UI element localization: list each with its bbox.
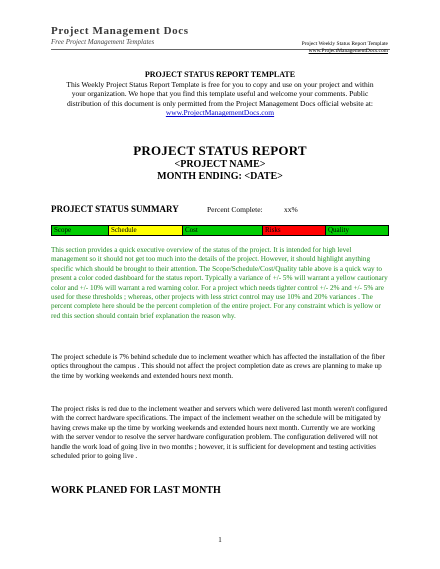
status-summary-heading: PROJECT STATUS SUMMARY [51,204,179,214]
project-name-placeholder: <PROJECT NAME> [174,159,266,170]
risks-paragraph: The project risks is red due to the inclement weather and servers which were delivered last month weren't configured with the correct hardware specifications. The impact of the inclement weather on the schedule will be mitigated by having crews make up the time by working weekends and extended hours next month. Currently we are working with the server vendor to resolve the server hardware configuration problem. The configuration delivered will not handle the work load of going live in two months ; however, it is sufficient for development and testing activities scheduled prior to going live . [51,405,388,461]
logo [51,25,189,46]
intro-text: This Weekly Project Status Report Template is free for you to copy and use on your project and within your organization. We hope that you find this template useful and welcome your comments. Public distribution of this document is only permitted from the Project Management Docs official website at: [66,79,374,108]
report-title: PROJECT STATUS REPORT [133,143,307,158]
header-website-link[interactable]: www.ProjectManagementDocs.com [308,48,388,54]
status-cell-risks: Risks [263,226,326,235]
intro-heading: PROJECT STATUS REPORT TEMPLATE [144,70,296,79]
template-intro [60,70,380,118]
percent-complete-value: xx% [284,205,298,214]
header-right [302,41,388,55]
summary-paragraph: This section provides a quick executive overview of the status of the project. It is intended for high level management so it should not get too much into the details of the project. However, it should highlight anything specific which should be brought to their attention. The Scope/Schedule/Cost/Quality table above is a quick way to present a color coded dashboard for the status report. Typically a variance of +/- 5% will warrant a yellow cautionary color and +/- 10% will warrant a red warning color. For a project which needs tighter control +/- 2% and +/- 5% are used for these thresholds ; whereas, other projects with less strict control may use 10% and 20% variances . The percent complete here should be the percent completion of the entire project. For any constraint which is yellow or red this section should contain brief explanation the reason why. [51,246,388,320]
status-cell-scope: Scope [52,226,109,235]
percent-complete-label: Percent Complete: [207,205,263,214]
section-heading-work-planned: WORK PLANED FOR LAST MONTH [51,485,221,496]
intro-website-link[interactable]: www.ProjectManagementDocs.com [165,108,275,118]
report-title-block [0,143,440,183]
schedule-paragraph: The project schedule is 7% behind schedule due to inclement weather which has affected the installation of the fiber optics throughout the campus . This should not affect the project completion date as crews are planning to make up the time by working weekends and extended hours next month. [51,353,385,380]
logo-title: Project Management Docs [51,25,189,37]
page-number: 1 [218,536,222,544]
status-summary-row [51,204,391,214]
header-doc-title: Project Weekly Status Report Template [301,41,388,47]
status-cell-schedule: Schedule [109,226,183,235]
status-cell-cost: Cost [183,226,263,235]
month-ending-placeholder: MONTH ENDING: <DATE> [157,171,283,182]
status-dashboard-table [51,225,389,236]
status-cell-quality: Quality [326,226,388,235]
logo-subtitle: Free Project Management Templates [51,38,155,46]
